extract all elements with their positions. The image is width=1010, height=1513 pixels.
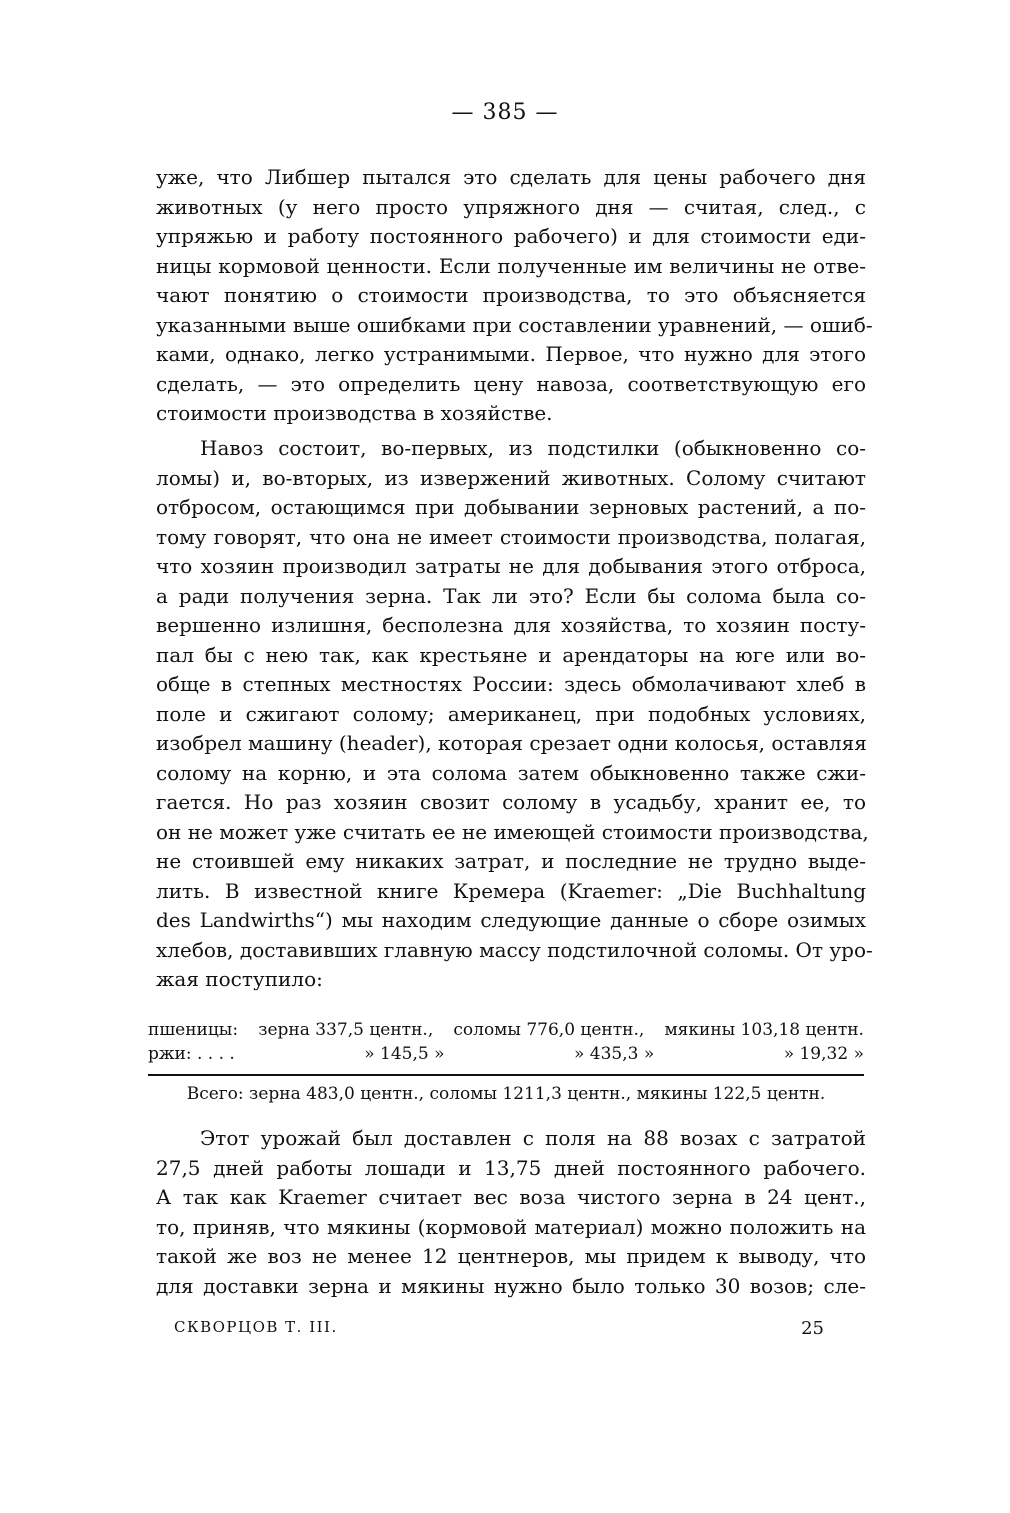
printer-signature: СКВОРЦОВ Т. III. (174, 1318, 338, 1336)
table-rule (148, 1074, 864, 1076)
table-cell: » 19,32 » (783, 1044, 864, 1064)
text-line: то, приняв, что мякины (кормовой материал) можно положить на (156, 1214, 866, 1239)
table-cell: зерна 337,5 центн., (258, 1020, 434, 1040)
text-line: Навоз состоит, во-первых, из подстилки (обыкновенно со- (200, 436, 866, 460)
text-line: обще в степных местностях России: здесь обмолачивают хлеб в (156, 672, 866, 696)
text-line: А так как Kraemer считает вес воза чистого зерна в 24 цент., (156, 1185, 866, 1209)
text-line: лить. В известной книге Кремера (Kraemer: „Die Buchhaltung (156, 878, 866, 903)
page-footer (174, 1318, 824, 1339)
table-total: Всего: зерна 483,0 центн., соломы 1211,3 центн., мякины 122,5 центн. (186, 1084, 826, 1104)
text-line: для доставки зерна и мякины нужно было только 30 возов; сле- (156, 1273, 866, 1298)
text-line: пал бы с нею так, как крестьяне и арендаторы на юге или во- (156, 642, 866, 667)
text-line: поле и сжигают солому; американец, при подобных условиях, (156, 701, 866, 726)
harvest-table (148, 1018, 864, 1106)
text-line: стоимости производства в хозяйстве. (156, 401, 553, 425)
text-line: гается. Но раз хозяин свозит солому в усадьбу, хранит ее, то (156, 790, 866, 814)
text-line: des Landwirths“) мы находим следующие данные о сборе озимых (156, 908, 866, 932)
text-line: животных (у него просто упряжного дня — считая, след., с (156, 194, 866, 219)
text-line: изобрел машину (header), которая срезает одни колосья, оставляя (156, 731, 867, 755)
table-cell: ржи: . . . . (148, 1044, 235, 1064)
text-line: он не может уже считать ее не имеющей стоимости производства, (156, 819, 869, 844)
text-line: не стоившей ему никаких затрат, и последние не трудно выде- (156, 849, 866, 873)
table-cell: мякины 103,18 центн. (664, 1020, 864, 1040)
table-cell: пшеницы: (148, 1020, 239, 1040)
text-line: уже, что Либшер пытался это сделать для цены рабочего дня (156, 165, 866, 189)
text-line: Этот урожай был доставлен с поля на 88 возах с затратой (200, 1126, 866, 1150)
paragraph-3 (156, 1124, 866, 1301)
table-row (148, 1018, 864, 1042)
text-line: ницы кормовой ценности. Если полученные им величины не отве- (156, 253, 866, 278)
sheet-number: 25 (801, 1318, 824, 1339)
text-line: отбросом, остающимся при добывании зерновых растений, а по- (156, 495, 866, 519)
text-line: упряжью и работу постоянного рабочего) и для стоимости еди- (156, 224, 866, 248)
text-line: указанными выше ошибками при составлении уравнений, — ошиб- (156, 312, 873, 337)
text-line: жая поступило: (156, 967, 323, 991)
text-line: тому говорят, что она не имеет стоимости производства, полагая, (156, 524, 866, 549)
table-cell: » 435,3 » (573, 1044, 655, 1064)
text-line: сделать, — это определить цену навоза, соответствующую его (156, 371, 866, 396)
text-line: а ради получения зерна. Так ли это? Если бы солома была со- (156, 583, 866, 608)
text-line: такой же воз не менее 12 центнеров, мы придем к выводу, что (156, 1244, 866, 1268)
paragraph-1 (156, 163, 873, 429)
text-line: 27,5 дней работы лошади и 13,75 дней постоянного рабочего. (156, 1155, 866, 1180)
paragraph-2 (156, 434, 873, 995)
text-line: вершенно излишня, бесполезна для хозяйства, то хозяин посту- (156, 613, 866, 637)
table-cell: соломы 776,0 центн., (453, 1020, 645, 1040)
text-line: чают понятию о стоимости производства, то это объясняется (156, 283, 866, 307)
text-line: ками, однако, легко устранимыми. Первое, что нужно для этого (156, 342, 866, 366)
table-cell: » 145,5 » (364, 1044, 445, 1064)
text-line: что хозяин производил затраты не для добывания этого отброса, (156, 554, 866, 578)
text-line: солому на корню, и эта солома затем обыкновенно также сжи- (156, 760, 866, 785)
table-row (148, 1042, 864, 1066)
text-line: ломы) и, во-вторых, из извержений животных. Солому считают (156, 465, 866, 490)
text-line: хлебов, доставивших главную массу подстилочной соломы. От уро- (156, 937, 873, 962)
page-number: — 385 — (451, 100, 559, 125)
